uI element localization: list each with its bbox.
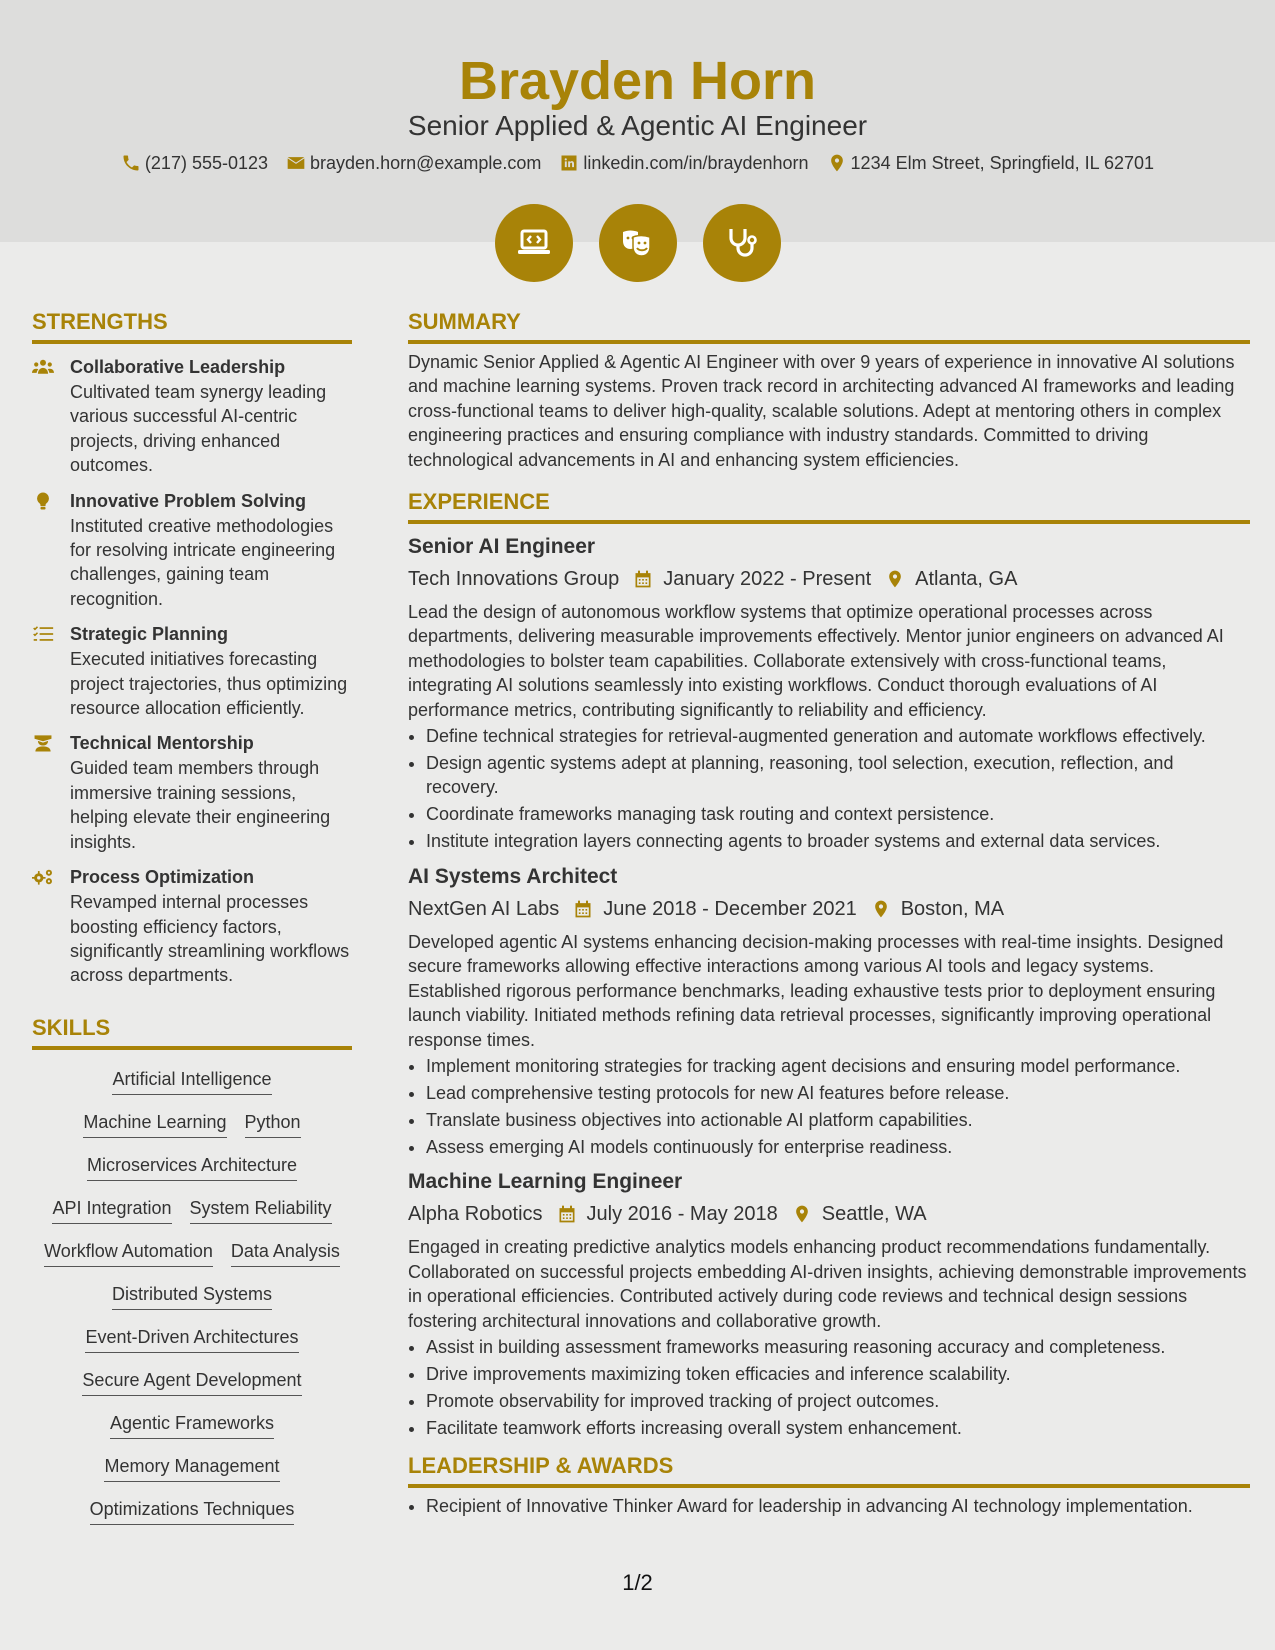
tasks-icon xyxy=(32,625,54,643)
calendar-icon xyxy=(633,569,653,589)
job-title: Senior Applied & Agentic AI Engineer xyxy=(407,110,868,141)
skill-tag: Data Analysis xyxy=(231,1238,340,1267)
bullet-item: • Define technical strategies for retrieval-augmented generation and automate workflows effectively. xyxy=(426,724,1250,748)
users-icon xyxy=(32,358,54,376)
right-column xyxy=(408,304,1250,1525)
interest-icons xyxy=(0,204,1275,282)
job-role: Senior AI Engineer xyxy=(408,535,596,559)
strength-item xyxy=(32,354,352,478)
strength-title: Innovative Problem Solving xyxy=(70,490,307,511)
bullet-item: • Lead comprehensive testing protocols for new AI features before release. xyxy=(426,1081,1250,1105)
skill-tag: Python xyxy=(245,1109,301,1138)
summary-heading: SUMMARY xyxy=(408,304,1250,344)
job-meta xyxy=(408,894,1250,924)
strength-item xyxy=(32,864,352,988)
job-dates: January 2022 - Present xyxy=(663,568,872,591)
skill-tag: Secure Agent Development xyxy=(82,1367,301,1396)
contact-address xyxy=(827,151,1155,175)
job-location: Seattle, WA xyxy=(821,1203,927,1226)
strength-desc: Executed initiatives forecasting project trajectories, thus optimizing resource allocation efficiently. xyxy=(70,649,348,719)
linkedin-icon xyxy=(559,153,579,173)
page-number: 1/2 xyxy=(622,1570,653,1595)
bullet-item: • Coordinate frameworks managing task routing and context persistence. xyxy=(426,802,1250,826)
job-dates: June 2018 - December 2021 xyxy=(603,897,857,920)
map-marker-icon xyxy=(792,1204,812,1224)
bullet-item: • Assist in building assessment frameworks measuring reasoning accuracy and completeness. xyxy=(426,1335,1250,1359)
skill-tag: Machine Learning xyxy=(83,1109,226,1138)
calendar-icon xyxy=(557,1204,577,1224)
bullet-item: • Design agentic systems adept at planning, reasoning, tool selection, execution, reflection, and recovery. xyxy=(426,751,1250,800)
graduate-icon xyxy=(32,734,54,752)
strength-desc: Revamped internal processes boosting efficiency factors, significantly streamlining workflows across departments. xyxy=(70,892,350,986)
skills-heading: SKILLS xyxy=(32,1010,352,1050)
contact-email[interactable] xyxy=(286,151,541,175)
bullet-item: • Assess emerging AI models continuously for enterprise readiness. xyxy=(426,1135,1250,1159)
map-marker-icon xyxy=(871,899,891,919)
map-marker-icon xyxy=(827,153,847,173)
bullet-item: • Translate business objectives into actionable AI platform capabilities. xyxy=(426,1108,1250,1132)
strength-item xyxy=(32,621,352,720)
contact-phone[interactable] xyxy=(121,151,268,175)
strength-title: Collaborative Leadership xyxy=(70,357,286,377)
job-company: NextGen AI Labs xyxy=(408,897,560,920)
lightbulb-icon xyxy=(32,492,54,510)
strength-title: Process Optimization xyxy=(70,867,255,888)
bullet-item: • Implement monitoring strategies for tracking agent decisions and ensuring model performance. xyxy=(426,1054,1250,1078)
candidate-name: Brayden Horn xyxy=(458,51,817,111)
job-role: AI Systems Architect xyxy=(408,864,618,888)
skills-list xyxy=(32,1066,352,1525)
job-entry xyxy=(408,1165,1250,1440)
strengths-heading: STRENGTHS xyxy=(32,304,352,344)
theater-masks-icon xyxy=(599,204,677,282)
bullet-item: • Facilitate teamwork efforts increasing overall system enhancement. xyxy=(426,1416,1250,1440)
linkedin-text: linkedin.com/in/braydenhorn xyxy=(583,153,809,173)
job-description: Engaged in creating predictive analytics models enhancing product recommendations fundamentally. Collaborated on successful projects embedding AI-driven insights, achieving demonstrable improvements in operational efficiencies. Contributed actively during code reviews and technical design sessions fostering architectural innovations and collaborative growth. xyxy=(408,1237,1247,1331)
job-role: Machine Learning Engineer xyxy=(408,1170,683,1194)
award-item: • Recipient of Innovative Thinker Award for leadership in advancing AI technology implementation. xyxy=(426,1494,1250,1518)
left-column xyxy=(32,304,352,1525)
phone-icon xyxy=(121,153,141,173)
strength-title: Strategic Planning xyxy=(70,624,229,645)
map-marker-icon xyxy=(885,569,905,589)
skill-tag: Artificial Intelligence xyxy=(112,1066,271,1095)
strength-item xyxy=(32,488,352,612)
strength-desc: Guided team members through immersive training sessions, helping elevate their engineering insights. xyxy=(70,758,331,852)
strength-title: Technical Mentorship xyxy=(70,733,254,754)
phone-text: (217) 555-0123 xyxy=(144,153,269,173)
envelope-icon xyxy=(286,153,306,173)
job-location: Atlanta, GA xyxy=(915,568,1018,591)
bullet-item: • Institute integration layers connecting agents to broader systems and external data services. xyxy=(426,829,1250,853)
contact-linkedin[interactable] xyxy=(559,151,808,175)
job-entry xyxy=(408,530,1250,854)
job-meta xyxy=(408,1199,1250,1229)
calendar-icon xyxy=(573,899,593,919)
job-description: Developed agentic AI systems enhancing decision-making processes with real-time insights. Designed secure frameworks allowing effective interactions among various AI tools and legacy systems. Established rigorous performance benchmarks, leading exhaustive tests prior to deployment ensuring launch viability. Initiated methods refining data retrieval processes, significantly improving operational response times. xyxy=(408,931,1224,1050)
address-text: 1234 Elm Street, Springfield, IL 62701 xyxy=(850,153,1155,173)
email-text: brayden.horn@example.com xyxy=(310,153,542,173)
strength-desc: Instituted creative methodologies for resolving intricate engineering challenges, gaining team recognition. xyxy=(70,515,336,609)
job-meta xyxy=(408,564,1250,594)
skill-tag: System Reliability xyxy=(190,1195,332,1224)
skill-tag: Memory Management xyxy=(104,1453,279,1482)
skill-tag: Distributed Systems xyxy=(112,1281,272,1310)
laptop-code-icon xyxy=(495,204,573,282)
skill-tag: Agentic Frameworks xyxy=(110,1410,274,1439)
job-company: Tech Innovations Group xyxy=(408,568,620,591)
strength-item xyxy=(32,730,352,854)
experience-heading: EXPERIENCE xyxy=(408,484,1250,524)
cogs-icon xyxy=(32,868,54,886)
skill-tag: Event-Driven Architectures xyxy=(85,1324,298,1353)
job-dates: July 2016 - May 2018 xyxy=(586,1203,778,1226)
stethoscope-icon xyxy=(703,204,781,282)
job-bullets xyxy=(408,724,1250,854)
skill-tag: Microservices Architecture xyxy=(87,1152,297,1181)
bullet-item: • Drive improvements maximizing token efficacies and inference scalability. xyxy=(426,1362,1250,1386)
job-location: Boston, MA xyxy=(900,897,1005,920)
awards-heading: LEADERSHIP & AWARDS xyxy=(408,1448,1250,1488)
job-description: Lead the design of autonomous workflow systems that optimize operational processes across departments, delivering measurable improvements effectively. Mentor junior engineers on advanced AI methodologies to bolster team capabilities. Collaborate extensively with cross-functional teams, integrating AI solutions seamlessly into existing workflows. Conduct thorough evaluations of AI performance metrics, contributing significantly to reliability and efficiency. xyxy=(408,602,1224,720)
awards-list xyxy=(408,1494,1250,1518)
job-bullets xyxy=(408,1335,1250,1440)
skill-tag: Workflow Automation xyxy=(44,1238,213,1267)
contact-bar xyxy=(0,151,1275,175)
skill-tag: API Integration xyxy=(52,1195,171,1224)
job-company: Alpha Robotics xyxy=(408,1203,543,1226)
job-entry xyxy=(408,860,1250,1159)
bullet-item: • Promote observability for improved tracking of project outcomes. xyxy=(426,1389,1250,1413)
skill-tag: Optimizations Techniques xyxy=(90,1496,295,1525)
strength-desc: Cultivated team synergy leading various successful AI-centric projects, driving enhanced outcomes. xyxy=(70,382,327,476)
job-bullets xyxy=(408,1054,1250,1159)
summary-text: Dynamic Senior Applied & Agentic AI Engineer with over 9 years of experience in innovative AI solutions and machine learning systems. Proven track record in architecting advanced AI frameworks and leading cross-functional teams to deliver high-quality, scalable solutions. Adept at mentoring others in complex engineering practices and ensuring compliance with industry standards. Committed to driving technological advancements in AI and enhancing system efficiencies. xyxy=(408,352,1235,470)
